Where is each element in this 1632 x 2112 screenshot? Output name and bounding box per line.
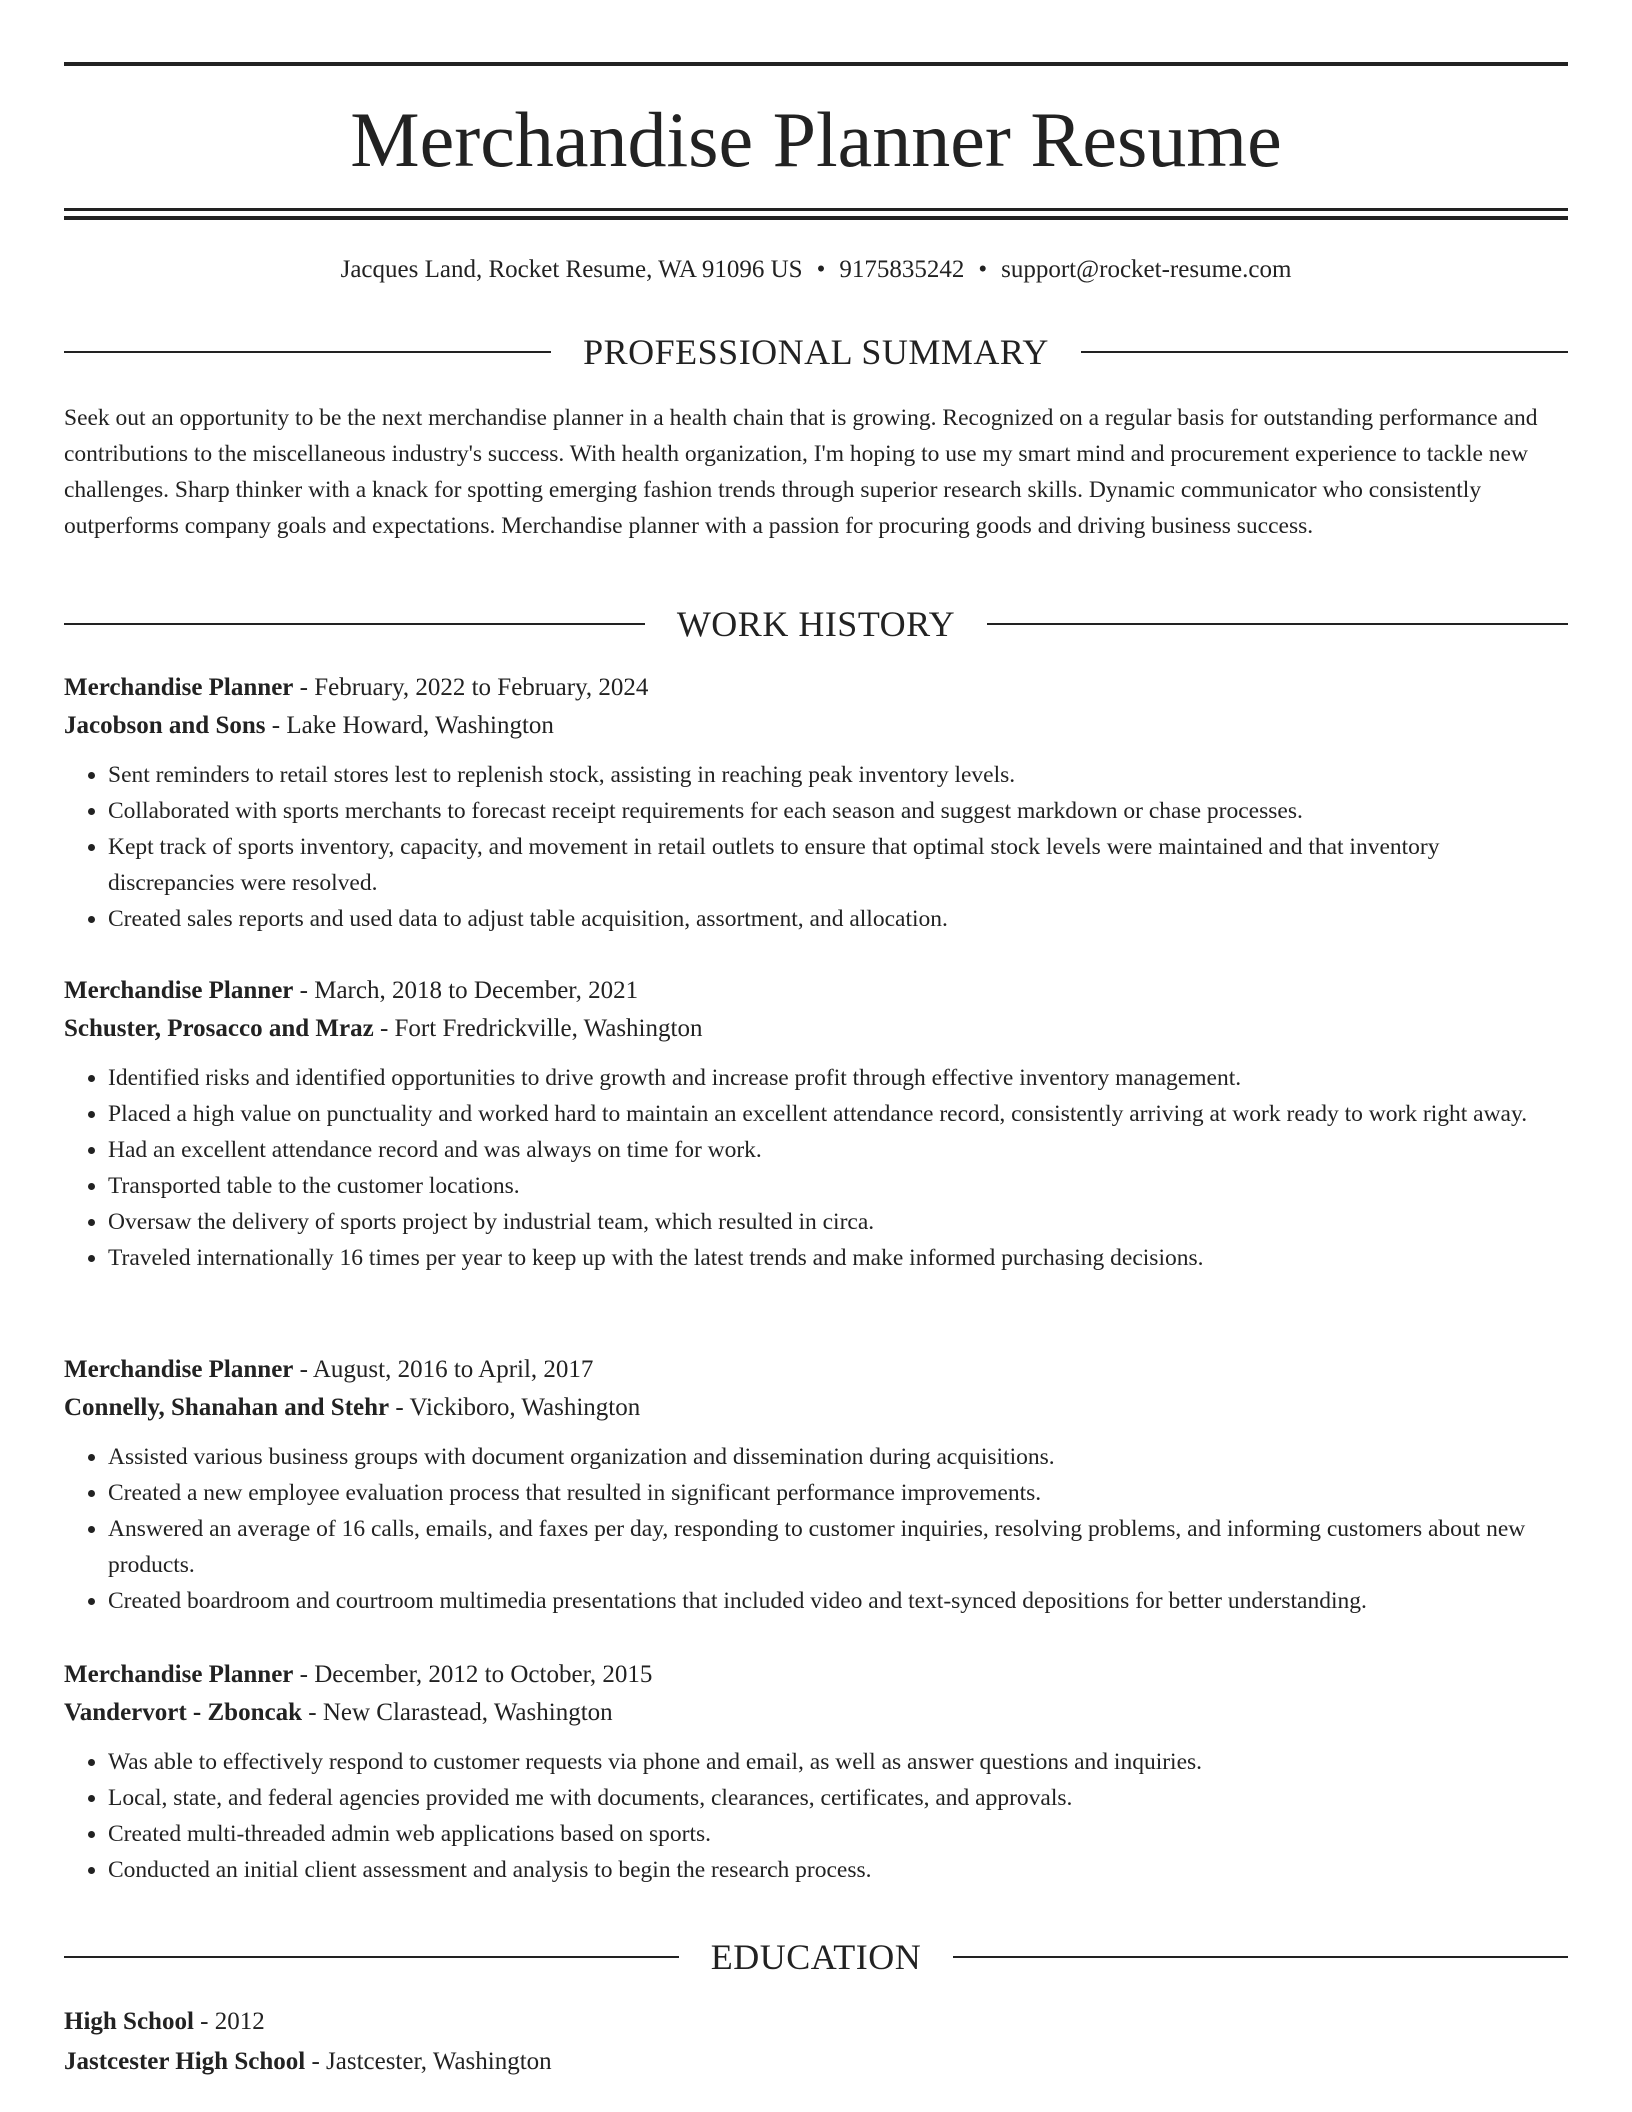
- job-bullet: • Created multi-threaded admin web applications based on sports.: [108, 1816, 1568, 1852]
- education-location: Jastcester, Washington: [326, 2048, 552, 2075]
- job-bullet: • Identified risks and identified opportunities to drive growth and increase profit through effective inventory management.: [108, 1060, 1568, 1096]
- job-location: Fort Fredrickville, Washington: [394, 1015, 703, 1042]
- job-company-line: Vandervort - Zboncak - New Clarastead, Washington: [64, 1699, 613, 1726]
- job-entry: [64, 1656, 1568, 1888]
- section-title-summary: [64, 332, 1568, 372]
- job-bullet: • Created boardroom and courtroom multimedia presentations that included video and text-synced depositions for better understanding.: [108, 1583, 1568, 1619]
- job-bullet: • Created sales reports and used data to adjust table acquisition, assortment, and allocation.: [108, 901, 1568, 937]
- section-rule: [953, 1956, 1568, 1958]
- job-dates: March, 2018 to December, 2021: [314, 977, 639, 1004]
- contact-address: Jacques Land, Rocket Resume, WA 91096 US: [340, 256, 803, 283]
- section-rule: [64, 1956, 679, 1958]
- section-title-work: [64, 604, 1568, 644]
- job-bullet: • Created a new employee evaluation process that resulted in significant performance improvements.: [108, 1475, 1568, 1511]
- job-bullet: • Oversaw the delivery of sports project by industrial team, which resulted in circa.: [108, 1204, 1568, 1240]
- job-bullet: • Local, state, and federal agencies provided me with documents, clearances, certificates, and approvals.: [108, 1780, 1568, 1816]
- contact-separator: •: [816, 256, 826, 283]
- job-entry: [64, 972, 1568, 1276]
- job-location: Lake Howard, Washington: [286, 712, 554, 739]
- top-rule: [64, 62, 1568, 66]
- section-title-education: [64, 1937, 1568, 1977]
- job-location: New Clarastead, Washington: [322, 1699, 613, 1726]
- contact-email: support@rocket-resume.com: [1001, 256, 1292, 283]
- job-entry: [64, 669, 1568, 937]
- job-dates: August, 2016 to April, 2017: [312, 1356, 594, 1383]
- section-rule: [1081, 351, 1568, 353]
- job-bullets: [64, 1744, 1568, 1888]
- job-bullet: • Had an excellent attendance record and was always on time for work.: [108, 1132, 1568, 1168]
- job-bullets: [64, 757, 1568, 937]
- education-school-line: Jastcester High School - Jastcester, Washington: [64, 2048, 552, 2075]
- section-heading: EDUCATION: [710, 1937, 922, 1977]
- education-year: 2012: [214, 2008, 265, 2035]
- job-bullet: • Collaborated with sports merchants to forecast receipt requirements for each season and suggest markdown or chase processes.: [108, 793, 1568, 829]
- job-role: Merchandise Planner: [64, 977, 294, 1004]
- job-bullet: • Was able to effectively respond to customer requests via phone and email, as well as answer questions and inquiries.: [108, 1744, 1568, 1780]
- education-degree-line: High School - 2012: [64, 2008, 265, 2035]
- job-entry: [64, 1351, 1568, 1619]
- job-title-line: Merchandise Planner - February, 2022 to February, 2024: [64, 674, 649, 701]
- job-company: Vandervort - Zboncak: [64, 1699, 302, 1726]
- job-bullet: • Transported table to the customer locations.: [108, 1168, 1568, 1204]
- job-company: Schuster, Prosacco and Mraz: [64, 1015, 374, 1042]
- contact-separator: •: [978, 256, 988, 283]
- education-entry: [64, 2002, 1568, 2082]
- job-bullets: [64, 1060, 1568, 1276]
- job-dates: February, 2022 to February, 2024: [314, 674, 649, 701]
- job-bullets: [64, 1439, 1568, 1619]
- job-company-line: Connelly, Shanahan and Stehr - Vickiboro, Washington: [64, 1394, 641, 1421]
- job-company-line: Schuster, Prosacco and Mraz - Fort Fredrickville, Washington: [64, 1015, 703, 1042]
- job-bullet: • Assisted various business groups with document organization and dissemination during acquisitions.: [108, 1439, 1568, 1475]
- section-heading: PROFESSIONAL SUMMARY: [583, 332, 1049, 372]
- job-company: Jacobson and Sons: [64, 712, 266, 739]
- job-role: Merchandise Planner: [64, 1356, 294, 1383]
- job-company: Connelly, Shanahan and Stehr: [64, 1394, 390, 1421]
- job-bullet: • Placed a high value on punctuality and worked hard to maintain an excellent attendance record, consistently arriving at work ready to work right away.: [108, 1096, 1568, 1132]
- job-bullet: • Kept track of sports inventory, capacity, and movement in retail outlets to ensure that optimal stock levels were maintained and that inventory discrepancies were resolved.: [108, 829, 1568, 901]
- section-rule: [64, 623, 645, 625]
- section-rule: [64, 351, 551, 353]
- job-bullet: • Conducted an initial client assessment and analysis to begin the research process.: [108, 1852, 1568, 1888]
- education-degree: High School: [64, 2008, 194, 2035]
- job-company-line: Jacobson and Sons - Lake Howard, Washington: [64, 712, 554, 739]
- summary-text: Seek out an opportunity to be the next merchandise planner in a health chain that is growing. Recognized on a regular basis for outstanding performance and contributions to the miscellaneous industry's success. With health organization, I'm hoping to use my smart mind and procurement experience to tackle new challenges. Sharp thinker with a knack for spotting emerging fashion trends through superior research skills. Dynamic communicator who consistently outperforms company goals and expectations. Merchandise planner with a passion for procuring goods and driving business success.: [64, 405, 1538, 539]
- job-role: Merchandise Planner: [64, 674, 294, 701]
- contact-phone: 9175835242: [839, 256, 965, 283]
- section-rule: [987, 623, 1568, 625]
- job-title-line: Merchandise Planner - August, 2016 to April, 2017: [64, 1356, 594, 1383]
- job-title-line: Merchandise Planner - March, 2018 to December, 2021: [64, 977, 639, 1004]
- job-role: Merchandise Planner: [64, 1661, 294, 1688]
- page-title: Merchandise Planner Resume: [350, 96, 1282, 183]
- job-title-line: Merchandise Planner - December, 2012 to October, 2015: [64, 1661, 653, 1688]
- job-bullet: • Traveled internationally 16 times per year to keep up with the latest trends and make informed purchasing decisions.: [108, 1240, 1568, 1276]
- section-heading: WORK HISTORY: [676, 604, 956, 644]
- title-double-rule: [64, 208, 1568, 220]
- job-bullet: • Sent reminders to retail stores lest to replenish stock, assisting in reaching peak inventory levels.: [108, 757, 1568, 793]
- job-location: Vickiboro, Washington: [409, 1394, 641, 1421]
- job-bullet: • Answered an average of 16 calls, emails, and faxes per day, responding to customer inquiries, resolving problems, and informing customers about new products.: [108, 1511, 1568, 1583]
- education-school: Jastcester High School: [64, 2048, 306, 2075]
- job-dates: December, 2012 to October, 2015: [314, 1661, 653, 1688]
- contact-line: [64, 252, 1568, 288]
